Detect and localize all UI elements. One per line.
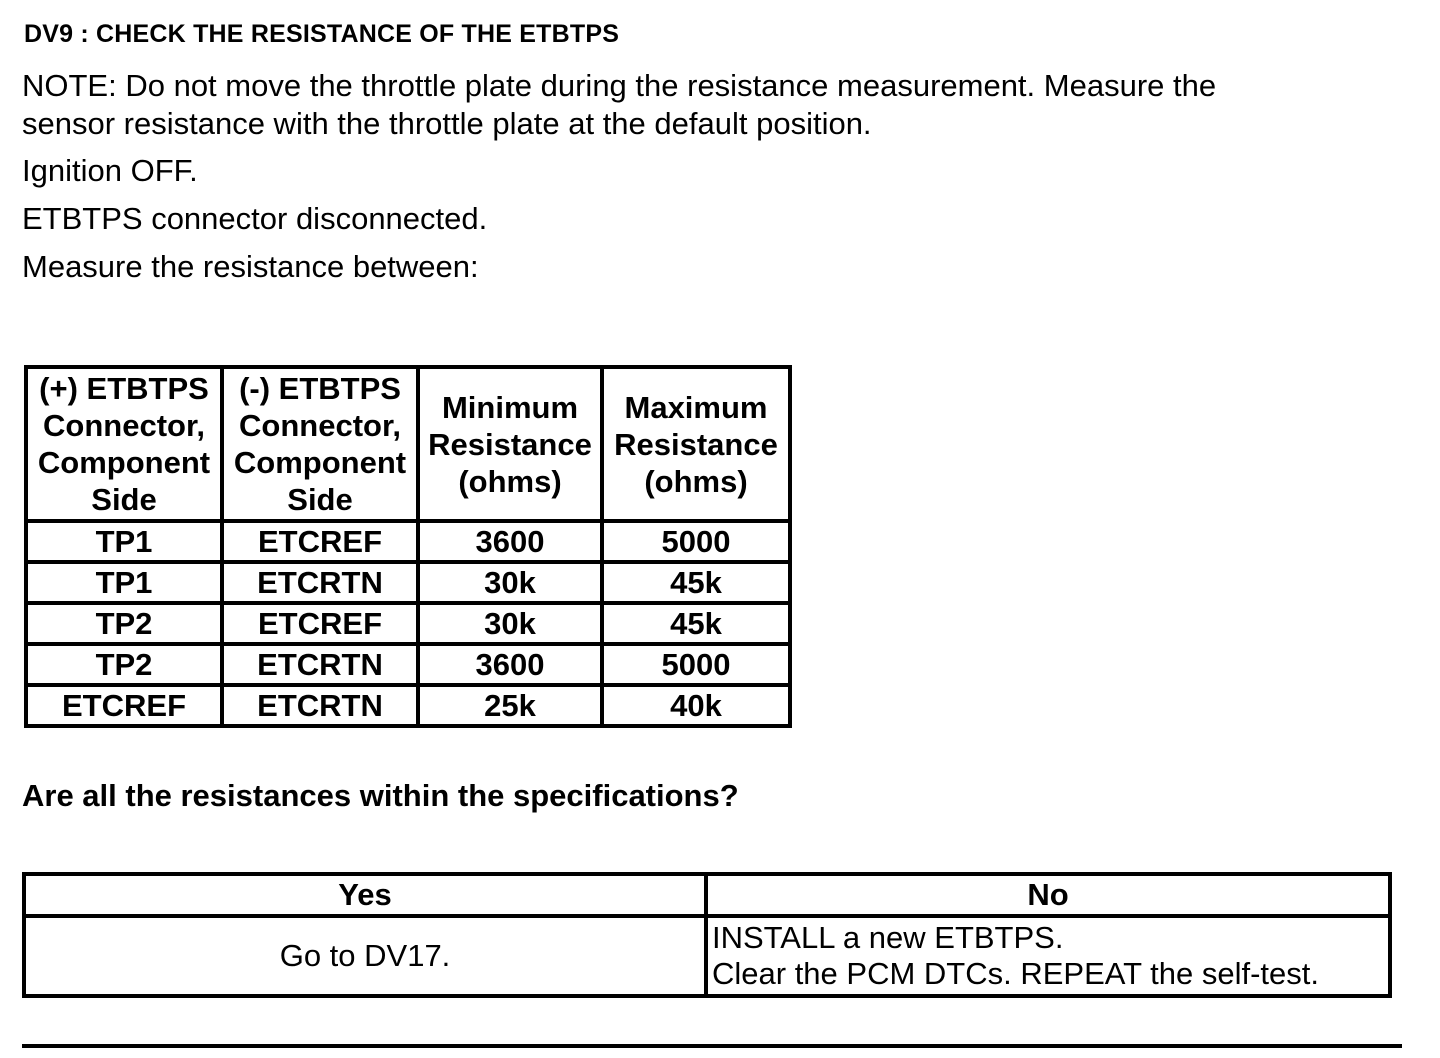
no-action [706, 916, 1390, 996]
positive-pin-cell: TP1 [26, 562, 222, 603]
header-text: (ohms) [644, 463, 748, 499]
header-text: (+) ETBTPS [39, 371, 209, 406]
step-title: DV9 : CHECK THE RESISTANCE OF THE ETBTPS [24, 20, 620, 48]
max-resistance-cell: 45k [602, 562, 790, 603]
ignition-instruction: Ignition OFF. [22, 153, 198, 188]
header-text: Minimum [441, 389, 579, 425]
header-text: Connector, [43, 408, 205, 443]
header-minimum-resistance [418, 367, 602, 521]
specification-question: Are all the resistances within the specifications? [22, 778, 739, 813]
header-text: Side [91, 482, 157, 517]
connector-instruction: ETBTPS connector disconnected. [22, 201, 488, 236]
max-resistance-cell: 5000 [602, 521, 790, 562]
no-action-line-2: Clear the PCM DTCs. REPEAT the self-test. [712, 956, 1319, 991]
min-resistance-cell: 30k [418, 603, 602, 644]
header-text: (ohms) [458, 463, 562, 499]
min-resistance-cell: 25k [418, 685, 602, 726]
max-resistance-cell: 5000 [602, 644, 790, 685]
positive-pin-cell: TP2 [26, 603, 222, 644]
table-row [26, 562, 790, 603]
note-line-1: NOTE: Do not move the throttle plate during the resistance measurement. Measure the [22, 68, 1217, 103]
max-resistance-cell: 40k [602, 685, 790, 726]
header-text: Resistance [428, 426, 592, 462]
min-resistance-cell: 3600 [418, 644, 602, 685]
resistance-table-header-row [26, 367, 790, 521]
positive-pin-cell: TP2 [26, 644, 222, 685]
table-row [26, 603, 790, 644]
negative-pin-cell: ETCRTN [222, 644, 418, 685]
table-row [26, 685, 790, 726]
header-positive-connector [26, 367, 222, 521]
resistance-table [24, 365, 792, 728]
positive-pin-cell: ETCREF [26, 685, 222, 726]
decision-header-row [24, 874, 1390, 916]
table-row [26, 644, 790, 685]
decision-table [22, 872, 1392, 998]
header-text: Resistance [614, 426, 778, 462]
header-text: Component [37, 445, 211, 480]
decision-action-row [24, 916, 1390, 996]
header-negative-connector [222, 367, 418, 521]
positive-pin-cell: TP1 [26, 521, 222, 562]
table-row [26, 521, 790, 562]
min-resistance-cell: 3600 [418, 521, 602, 562]
negative-pin-cell: ETCREF [222, 521, 418, 562]
header-text: Component [233, 445, 407, 480]
negative-pin-cell: ETCREF [222, 603, 418, 644]
header-text: Maximum [624, 389, 768, 425]
measure-instruction: Measure the resistance between: [22, 249, 479, 284]
header-maximum-resistance [602, 367, 790, 521]
header-text: Connector, [239, 408, 401, 443]
no-header: No [706, 874, 1390, 916]
negative-pin-cell: ETCRTN [222, 685, 418, 726]
yes-action: Go to DV17. [24, 916, 706, 996]
min-resistance-cell: 30k [418, 562, 602, 603]
max-resistance-cell: 45k [602, 603, 790, 644]
note-text [22, 67, 1216, 143]
header-text: (-) ETBTPS [239, 371, 401, 406]
negative-pin-cell: ETCRTN [222, 562, 418, 603]
no-action-line-1: INSTALL a new ETBTPS. [712, 920, 1064, 955]
bottom-divider [22, 1044, 1402, 1048]
yes-header: Yes [24, 874, 706, 916]
note-line-2: sensor resistance with the throttle plate at the default position. [22, 106, 872, 141]
header-text: Side [287, 482, 353, 517]
